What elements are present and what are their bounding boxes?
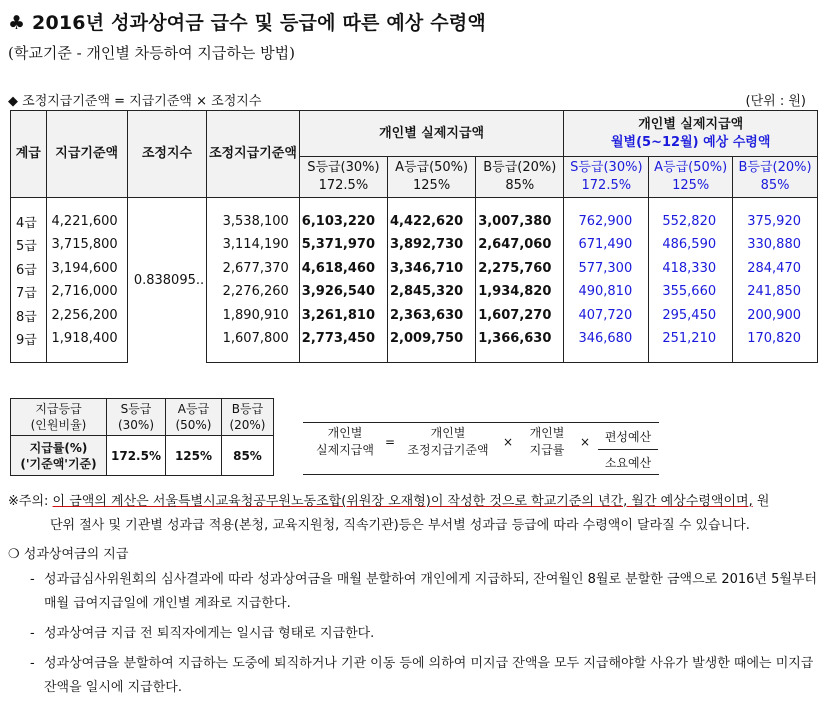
equation-bottom-rule [303,474,659,475]
caution-underlined: 이 금액의 계산은 서울특별시교육청공무원노동조합(위원장 오재형)이 작성한 것으로 학교기준의 년간, 월간 예상수령액이며, [52,494,753,509]
caution-note: ※주의: 이 금액의 계산은 서울특별시교육청공무원노동조합(위원장 오재형)이 작성한 것으로 학교기준의 년간, 월간 예상수령액이며, 원 단위 절사 및 기관별 성과급 적용(본청, 교육지원청, 직속기관)등은 부서별 성과급 등급에 따라 수령액이 달라질 수 있습니다. [8,490,818,538]
header-monthly-b: B등급(20%) 85% [733,157,818,198]
header-a: A등급(50%) 125% [388,157,476,198]
list-item: - 성과상여금을 분할하여 지급하는 도중에 퇴직하거나 기관 이동 등에 의하여 미지급 잔액을 모두 지급해야할 사유가 발생한 때에는 미지급 잔액을 일시에 지급한다. [30,656,814,695]
table-row: 8급 2,256,200 1,890,910 3,261,810 2,363,630 1,607,270 407,720 295,450 200,900 [11,304,818,328]
bonus-table [10,110,818,363]
header-monthly-line1: 개인별 실제지급액 [638,116,744,132]
page-subtitle: (학교기준 - 개인별 차등하여 지급하는 방법) [8,44,295,62]
unit-label: (단위 : 원) [745,94,806,109]
ratio-s-value: 172.5% [107,436,166,476]
fraction-numerator: 편성예산 [598,428,658,450]
header-actual-group: 개인별 실제지급액 [299,111,564,157]
equation-times2: × [579,435,591,449]
table-row: 7급 2,716,000 2,276,260 3,926,540 2,845,320 1,934,820 490,810 355,660 241,850 [11,280,818,304]
header-index: 조정지수 [127,111,206,198]
equation-top-rule [303,422,659,423]
list-item: - 성과급심사위원회의 심사결과에 따라 성과상여금을 매월 분할하여 개인에게 지급하되, 잔여월인 8월로 분할한 금액으로 2016년 5월부터 매월 급여지급일에 개인별 계좌로 지급한다. [30,572,818,611]
header-monthly-line2: 월별(5~12월) 예상 수령액 [610,134,771,150]
ratio-table [10,398,274,476]
table-row: 6급 3,194,600 2,677,370 4,618,460 3,346,710 2,275,760 577,300 418,330 284,470 [11,257,818,281]
header-base: 지급기준액 [46,111,127,198]
table-row: 4급 4,221,600 3,538,100 6,103,220 4,422,620 3,007,380 762,900 552,820 375,920 [11,210,818,234]
ratio-a-value: 125% [165,436,221,476]
header-s: S등급(30%) 172.5% [299,157,387,198]
equation-lhs: 개인별 실제지급액 [316,426,374,457]
table-row: 5급 3,715,800 3,114,190 5,371,970 3,892,730 2,647,060 671,490 486,590 330,880 [11,233,818,257]
caution-line2: 단위 절사 및 기관별 성과급 적용(본청, 교육지원청, 직속기관)등은 부서별 성과급 등급에 따라 수령액이 달라질 수 있습니다. [50,518,750,533]
ratio-row-label: 지급률(%) ('기준액'기준) [11,436,107,476]
header-adjusted: 조정지급기준액 [207,111,300,198]
equation-term2: 개인별 지급률 [529,426,565,457]
ratio-header-s: S등급 (30%) [107,399,166,436]
section-title: ❍ 성과상여금의 지급 [8,547,129,562]
equation-equals: = [384,435,396,449]
equation-fraction [598,428,658,471]
ratio-b-value: 85% [221,436,273,476]
header-monthly-s: S등급(30%) 172.5% [564,157,649,198]
list-item: - 성과상여금 지급 전 퇴직자에게는 일시급 형태로 지급한다. [30,626,375,641]
page-title: ♣ 2016년 성과상여금 급수 및 등급에 따른 예상 수령액 [8,12,486,34]
table-row: 9급 1,918,400 1,607,800 2,773,450 2,009,750 1,366,630 346,680 251,210 170,820 [11,327,818,351]
ratio-header: 지급등급 (인원비율) [11,399,107,436]
header-monthly-group [564,111,818,157]
ratio-header-a: A등급 (50%) [165,399,221,436]
adjust-formula: ◆ 조정지급기준액 = 지급기준액 × 조정지수 [8,94,262,109]
payment-bullets [30,568,820,702]
header-monthly-a: A등급(50%) 125% [649,157,733,198]
equation-term1: 개인별 조정지급기준액 [407,426,489,457]
fraction-denominator: 소요예산 [604,456,652,470]
equation-times1: × [502,435,514,449]
ratio-header-b: B등급 (20%) [221,399,273,436]
adjust-index-value: 0.838095.. [127,198,206,363]
header-grade: 계급 [11,111,47,198]
header-b: B등급(20%) 85% [476,157,564,198]
